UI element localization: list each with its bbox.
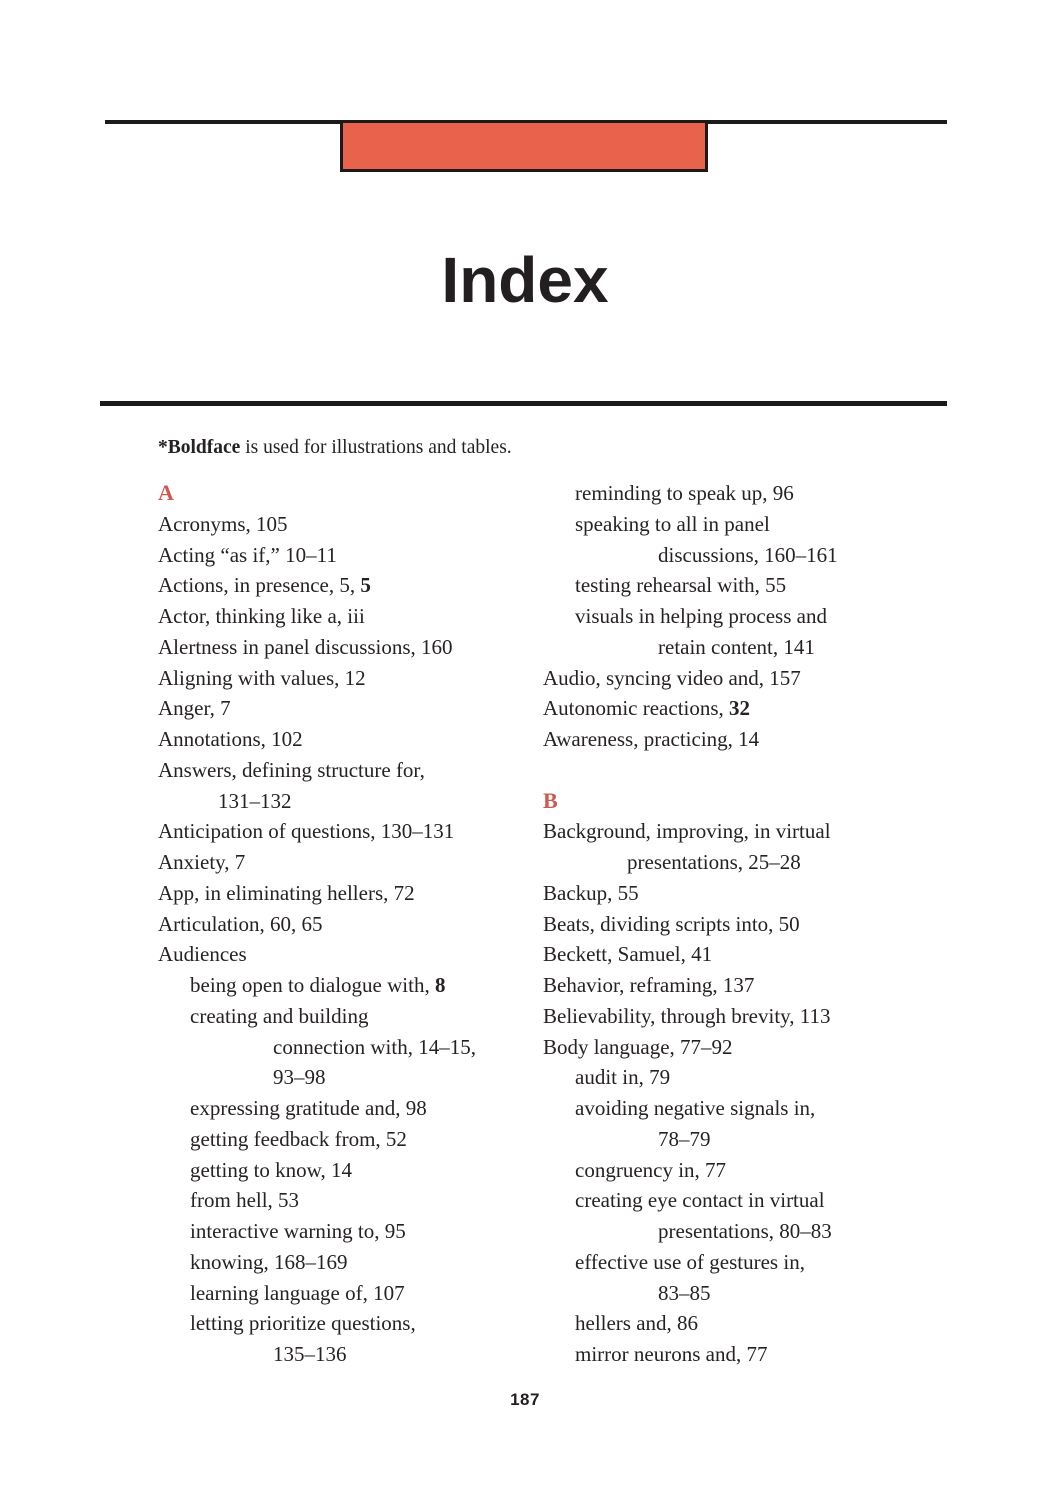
index-entry-line — [543, 663, 935, 694]
entry-text: audit in, 79 — [575, 1065, 671, 1090]
index-entry-line — [158, 1216, 550, 1247]
entry-text: Answers, defining structure for, — [158, 757, 425, 782]
index-entry-line — [543, 1216, 935, 1247]
index-entry-line — [158, 1185, 550, 1216]
entry-text: congruency in, 77 — [575, 1157, 727, 1182]
entry-text: getting feedback from, 52 — [190, 1126, 407, 1151]
entry-text: retain content, 141 — [658, 634, 815, 659]
index-entry-line — [158, 1155, 550, 1186]
index-entry-line — [158, 755, 550, 786]
index-entry-line — [158, 570, 550, 601]
index-entry-line — [158, 724, 550, 755]
entry-text: letting prioritize questions, — [190, 1311, 416, 1336]
index-entry-line — [543, 478, 935, 509]
entry-text: connection with, 14–15, — [273, 1034, 476, 1059]
bold-page-reference: 32 — [729, 696, 751, 721]
index-entry-line — [543, 601, 935, 632]
entry-text: mirror neurons and, 77 — [575, 1342, 768, 1366]
boldface-note — [158, 436, 512, 460]
bold-page-reference: 8 — [434, 973, 446, 997]
entry-text: A — [158, 480, 174, 505]
index-entry-line — [543, 1032, 935, 1063]
index-entry-line — [158, 1032, 550, 1063]
index-entry-line — [543, 878, 935, 909]
index-entry-line — [158, 1339, 550, 1370]
entry-text: presentations, 80–83 — [658, 1219, 832, 1243]
entry-text: 93–98 — [273, 1065, 326, 1090]
entry-text: Believability, through brevity, 113 — [543, 1003, 831, 1028]
index-entry-line — [158, 1124, 550, 1155]
index-entry-line — [543, 1155, 935, 1186]
entry-text: getting to know, 14 — [190, 1157, 352, 1182]
entry-text: Actions, in presence, 5, — [158, 573, 361, 598]
page-number: 187 — [510, 1390, 540, 1409]
entry-text: Awareness, practicing, 14 — [543, 727, 760, 751]
entry-text: reminding to speak up, 96 — [575, 481, 794, 505]
index-entry-line — [543, 1247, 935, 1278]
entry-text: Body language, 77–92 — [543, 1034, 733, 1059]
entry-text: 135–136 — [273, 1342, 347, 1366]
entry-text: App, in eliminating hellers, 72 — [158, 880, 415, 905]
index-entry-line — [543, 540, 935, 571]
entry-text: effective use of gestures in, — [575, 1249, 805, 1274]
index-entry-line — [158, 693, 550, 724]
entry-text: Audio, syncing video and, 157 — [543, 665, 801, 690]
entry-text: creating eye contact in virtual — [575, 1188, 825, 1213]
index-entry-line — [543, 1185, 935, 1216]
index-entry-line — [543, 1278, 935, 1309]
entry-text: Anger, 7 — [158, 696, 231, 721]
entry-text: 131–132 — [218, 788, 292, 813]
spacer — [543, 755, 935, 786]
index-column-left — [158, 478, 550, 1370]
index-entry-line — [158, 632, 550, 663]
entry-text: Anxiety, 7 — [158, 850, 246, 874]
section-letter — [543, 786, 935, 817]
index-entry-line — [158, 878, 550, 909]
entry-text: from hell, 53 — [190, 1188, 300, 1213]
entry-text: visuals in helping process and — [575, 604, 827, 628]
entry-text: Anticipation of questions, 130–131 — [158, 819, 455, 844]
entry-text: discussions, 160–161 — [658, 542, 838, 567]
index-entry-line — [543, 509, 935, 540]
entry-text: Backup, 55 — [543, 880, 639, 905]
index-entry-line — [158, 1093, 550, 1124]
entry-text: interactive warning to, 95 — [190, 1219, 406, 1243]
index-column-right — [543, 478, 935, 1370]
entry-text: expressing gratitude and, 98 — [190, 1096, 427, 1120]
section-letter — [158, 478, 550, 509]
index-entry-line — [158, 816, 550, 847]
entry-text: Aligning with values, 12 — [158, 665, 366, 690]
entry-text: speaking to all in panel — [575, 511, 770, 536]
index-entry-line — [543, 1308, 935, 1339]
entry-text: Behavior, reframing, 137 — [543, 973, 755, 997]
entry-text: knowing, 168–169 — [190, 1249, 348, 1274]
index-entry-line — [543, 816, 935, 847]
divider-rule — [100, 401, 947, 406]
index-entry-line — [158, 540, 550, 571]
index-entry-line — [158, 601, 550, 632]
entry-text: 78–79 — [658, 1126, 711, 1151]
entry-text: learning language of, 107 — [190, 1280, 405, 1305]
entry-text: Alertness in panel discussions, 160 — [158, 634, 453, 659]
index-entry-line — [158, 786, 550, 817]
index-entry-line — [543, 570, 935, 601]
index-entry-line — [158, 909, 550, 940]
bold-page-reference: 5 — [360, 573, 371, 598]
index-entry-line — [158, 509, 550, 540]
entry-text: Acronyms, 105 — [158, 511, 288, 536]
entry-text: being open to dialogue with, — [190, 973, 435, 997]
entry-text: avoiding negative signals in, — [575, 1096, 816, 1120]
index-entry-line — [543, 724, 935, 755]
index-entry-line — [158, 1247, 550, 1278]
index-entry-line — [158, 1062, 550, 1093]
index-entry-line — [543, 970, 935, 1001]
index-entry-line — [543, 909, 935, 940]
index-entry-line — [158, 1278, 550, 1309]
entry-text: Articulation, 60, 65 — [158, 911, 323, 936]
index-entry-line — [158, 1308, 550, 1339]
boldface-note-rest: is used for illustrations and tables. — [240, 437, 512, 458]
index-entry-line — [543, 1093, 935, 1124]
index-entry-line — [158, 1001, 550, 1032]
index-entry-line — [543, 632, 935, 663]
entry-text: testing rehearsal with, 55 — [575, 573, 787, 598]
index-entry-line — [543, 939, 935, 970]
index-entry-line — [543, 1001, 935, 1032]
entry-text: 83–85 — [658, 1280, 711, 1305]
index-entry-line — [158, 970, 550, 1001]
index-entry-line — [543, 1124, 935, 1155]
boldface-note-bold: *Boldface — [158, 437, 241, 458]
entry-text: Beckett, Samuel, 41 — [543, 942, 713, 967]
entry-text: Audiences — [158, 942, 247, 967]
index-entry-line — [543, 1339, 935, 1370]
entry-text: hellers and, 86 — [575, 1311, 699, 1336]
entry-text: Background, improving, in virtual — [543, 819, 831, 844]
index-entry-line — [158, 847, 550, 878]
page-title: Index — [441, 244, 609, 316]
entry-text: Autonomic reactions, — [543, 696, 730, 721]
entry-text: creating and building — [190, 1003, 369, 1028]
entry-text: Beats, dividing scripts into, 50 — [543, 911, 800, 936]
index-entry-line — [543, 847, 935, 878]
index-entry-line — [543, 693, 935, 724]
chapter-accent-tab — [340, 120, 708, 172]
entry-text: B — [543, 787, 558, 813]
entry-text: presentations, 25–28 — [627, 850, 801, 874]
entry-text: Acting “as if,” 10–11 — [158, 542, 337, 567]
entry-text: Actor, thinking like a, iii — [158, 604, 365, 628]
index-entry-line — [543, 1062, 935, 1093]
index-entry-line — [158, 939, 550, 970]
index-entry-line — [158, 663, 550, 694]
entry-text: Annotations, 102 — [158, 727, 303, 751]
